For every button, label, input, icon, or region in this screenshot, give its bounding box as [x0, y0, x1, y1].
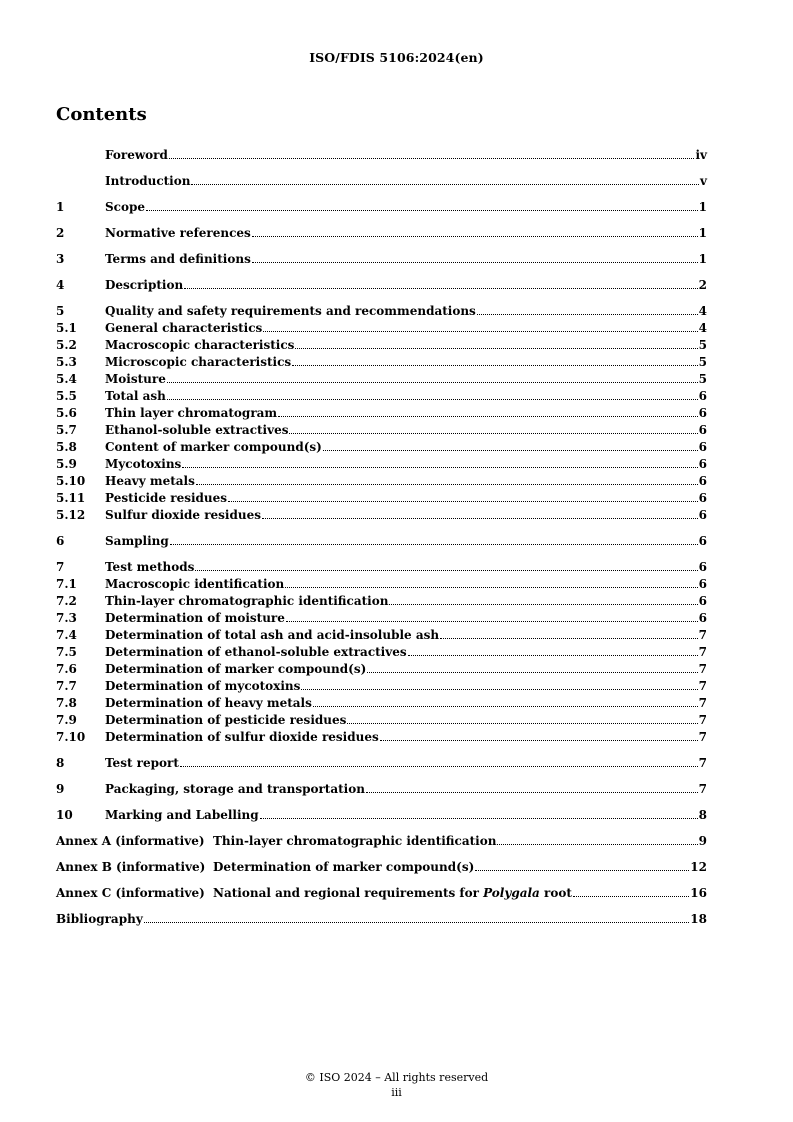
toc-dot-leader [380, 740, 698, 741]
toc-entry-page: 6 [698, 457, 707, 471]
toc-entry-page: 9 [698, 834, 707, 848]
toc-entry[interactable] [56, 490, 707, 507]
toc-entry-title: Macroscopic characteristics [105, 338, 295, 352]
toc-entry[interactable] [56, 712, 707, 729]
toc-entry[interactable] [56, 225, 707, 242]
annex-label: Annex B (informative) [56, 860, 206, 874]
toc-entry-page: 7 [698, 662, 707, 676]
toc-entry-number: 5.8 [56, 440, 77, 454]
toc-entry-page: 6 [698, 474, 707, 488]
toc-entry[interactable] [56, 729, 707, 746]
toc-entry-title: General characteristics [105, 321, 263, 335]
toc-entry-title: Sulfur dioxide residues [105, 508, 261, 522]
toc-entry-title: Foreword [105, 148, 168, 162]
toc-entry-page: 6 [698, 594, 707, 608]
toc-dot-leader [477, 314, 698, 315]
toc-entry[interactable] [56, 354, 707, 371]
toc-dot-leader [260, 818, 698, 819]
toc-entry-title: Marking and Labelling [105, 808, 259, 822]
toc-entry-title: Bibliography [56, 912, 143, 926]
toc-dot-leader [313, 706, 698, 707]
toc-entry-title: Packaging, storage and transportation [105, 782, 365, 796]
toc-entry-title: Terms and definitions [105, 252, 251, 266]
toc-dot-leader [440, 638, 698, 639]
toc-entry-title: Macroscopic identification [105, 577, 285, 591]
page-number: iii [391, 1086, 402, 1099]
toc-entry-page: 4 [698, 304, 707, 318]
toc-entry-number: 5.4 [56, 372, 77, 386]
toc-entry-page: iv [695, 148, 707, 162]
toc-entry-page: 7 [698, 713, 707, 727]
toc-dot-leader [366, 792, 698, 793]
toc-dot-leader [146, 210, 698, 211]
toc-entry-number: 10 [56, 808, 73, 822]
toc-dot-leader [184, 288, 697, 289]
toc-entry-page: 5 [698, 355, 707, 369]
page-footer [0, 1070, 793, 1100]
toc-entry-page: 7 [698, 679, 707, 693]
toc-entry-number: 8 [56, 756, 65, 770]
toc-dot-leader [191, 184, 699, 185]
toc-entry-number: 5.5 [56, 389, 77, 403]
toc-entry[interactable] [56, 661, 707, 678]
toc-entry-title: Sampling [105, 534, 169, 548]
annex-title-text: National and regional requirements for [213, 886, 484, 900]
toc-entry-page: 1 [698, 252, 707, 266]
toc-annex-entry[interactable] [56, 885, 707, 902]
annex-label: Annex A (informative) [56, 834, 205, 848]
toc-dot-leader [252, 236, 698, 237]
toc-entry-page: v [700, 174, 707, 188]
toc-entry-page: 6 [698, 491, 707, 505]
toc-entry-number: 5 [56, 304, 65, 318]
toc-entry[interactable] [56, 251, 707, 268]
annex-title-text: Thin-layer chromatographic identification [213, 834, 497, 848]
toc-dot-leader [144, 922, 690, 923]
toc-entry-number: 5.3 [56, 355, 77, 369]
toc-entry[interactable] [56, 610, 707, 627]
toc-entry-page: 7 [698, 645, 707, 659]
annex-title-text: Determination of marker compound(s) [213, 860, 475, 874]
toc-entry[interactable] [56, 755, 707, 772]
toc-entry-page: 7 [698, 756, 707, 770]
toc-entry[interactable] [56, 277, 707, 294]
toc-entry-title: Mycotoxins [105, 457, 182, 471]
toc-annex-title [56, 859, 474, 876]
toc-entry-page: 7 [698, 628, 707, 642]
toc-entry[interactable] [56, 199, 707, 216]
toc-dot-leader [408, 655, 698, 656]
toc-dot-leader [195, 570, 697, 571]
toc-entry-page: 2 [698, 278, 707, 292]
toc-entry-number: 5.6 [56, 406, 77, 420]
annex-label: Annex C (informative) [56, 886, 205, 900]
toc-entry-title: Scope [105, 200, 146, 214]
toc-entry-page: 18 [690, 912, 707, 926]
toc-dot-leader [169, 158, 695, 159]
toc-entry[interactable] [56, 147, 707, 164]
toc-annex-entry[interactable] [56, 833, 707, 850]
toc-entry-number: 6 [56, 534, 65, 548]
toc-dot-leader [286, 621, 698, 622]
toc-dot-leader [167, 382, 698, 383]
toc-entry-number: 5.7 [56, 423, 77, 437]
contents-title: Contents [56, 104, 147, 125]
toc-entry-page: 6 [698, 611, 707, 625]
toc-entry-title: Determination of pesticide residues [105, 713, 347, 727]
toc-entry-title: Description [105, 278, 184, 292]
toc-entry[interactable] [56, 593, 707, 610]
toc-entry-page: 6 [698, 508, 707, 522]
toc-entry-number: 5.12 [56, 508, 86, 522]
toc-entry-number: 5.2 [56, 338, 77, 352]
toc-dot-leader [167, 399, 698, 400]
toc-dot-leader [347, 723, 697, 724]
toc-dot-leader [573, 896, 689, 897]
toc-dot-leader [278, 416, 698, 417]
toc-dot-leader [285, 587, 697, 588]
toc-dot-leader [323, 450, 698, 451]
toc-entry-page: 5 [698, 372, 707, 386]
toc-entry-page: 5 [698, 338, 707, 352]
toc-entry[interactable] [56, 320, 707, 337]
toc-entry-number: 1 [56, 200, 65, 214]
toc-entry[interactable] [56, 371, 707, 388]
toc-entry-page: 6 [698, 423, 707, 437]
toc-dot-leader [289, 433, 697, 434]
toc-entry[interactable] [56, 559, 707, 576]
toc-annex-title [56, 833, 496, 850]
annex-title-suffix: root [539, 886, 572, 900]
toc-entry-page: 7 [698, 730, 707, 744]
toc-dot-leader [497, 844, 697, 845]
toc-entry-title: Quality and safety requirements and recommendations [105, 304, 476, 318]
toc-entry[interactable] [56, 533, 707, 550]
toc-entry-number: 7.7 [56, 679, 77, 693]
toc-dot-leader [228, 501, 698, 502]
toc-entry[interactable] [56, 405, 707, 422]
toc-entry[interactable] [56, 627, 707, 644]
toc-entry-page: 4 [698, 321, 707, 335]
toc-entry[interactable] [56, 439, 707, 456]
toc-entry-title: Determination of mycotoxins [105, 679, 301, 693]
toc-entry-number: 7.8 [56, 696, 77, 710]
toc-entry-title: Content of marker compound(s) [105, 440, 322, 454]
toc-dot-leader [170, 544, 698, 545]
toc-entry[interactable] [56, 422, 707, 439]
toc-entry-number: 5.11 [56, 491, 86, 505]
toc-entry-page: 6 [698, 389, 707, 403]
toc-entry-title: Microscopic characteristics [105, 355, 292, 369]
toc-entry-page: 7 [698, 696, 707, 710]
toc-entry-title: Determination of sulfur dioxide residues [105, 730, 379, 744]
toc-entry-title: Total ash [105, 389, 166, 403]
toc-entry-number: 7 [56, 560, 65, 574]
toc-entry[interactable] [56, 456, 707, 473]
toc-entry[interactable] [56, 173, 707, 190]
toc-dot-leader [263, 331, 697, 332]
toc-entry-page: 1 [698, 200, 707, 214]
toc-dot-leader [292, 365, 697, 366]
toc-dot-leader [367, 672, 697, 673]
toc-entry-number: 7.2 [56, 594, 77, 608]
toc-entry[interactable] [56, 388, 707, 405]
toc-entry-title: Heavy metals [105, 474, 195, 488]
toc-entry-page: 6 [698, 440, 707, 454]
toc-entry-number: 7.5 [56, 645, 77, 659]
toc-entry-title: Moisture [105, 372, 166, 386]
toc-entry-number: 5.1 [56, 321, 77, 335]
toc-entry-page: 1 [698, 226, 707, 240]
toc-entry-number: 9 [56, 782, 65, 796]
toc-entry-title: Determination of marker compound(s) [105, 662, 367, 676]
toc-annex-entry[interactable] [56, 859, 707, 876]
toc-dot-leader [295, 348, 697, 349]
toc-entry-title: Determination of total ash and acid-insoluble ash [105, 628, 440, 642]
toc-entry[interactable] [56, 303, 707, 320]
toc-entry-number: 2 [56, 226, 65, 240]
toc-entry-number: 7.9 [56, 713, 77, 727]
toc-entry-title: Test report [105, 756, 179, 770]
toc-dot-leader [301, 689, 697, 690]
toc-entry-number: 3 [56, 252, 65, 266]
toc-dot-leader [475, 870, 689, 871]
toc-entry-page: 6 [698, 534, 707, 548]
toc-entry-page: 6 [698, 577, 707, 591]
annex-title-italic: Polygala [483, 886, 540, 900]
toc-entry-page: 6 [698, 406, 707, 420]
toc-entry-title: Thin layer chromatogram [105, 406, 278, 420]
toc-entry[interactable] [56, 473, 707, 490]
toc-entry-number: 5.9 [56, 457, 77, 471]
toc-entry-title: Determination of ethanol-soluble extractives [105, 645, 407, 659]
toc-entry-number: 5.10 [56, 474, 86, 488]
toc-entry-page: 8 [698, 808, 707, 822]
toc-entry[interactable] [56, 807, 707, 824]
toc-entry[interactable] [56, 781, 707, 798]
toc-entry-title: Pesticide residues [105, 491, 228, 505]
toc-entry-page: 16 [690, 886, 707, 900]
toc-entry-page: 12 [690, 860, 707, 874]
toc-dot-leader [196, 484, 698, 485]
toc-dot-leader [262, 518, 698, 519]
toc-dot-leader [389, 604, 697, 605]
toc-bibliography-entry[interactable] [56, 911, 707, 928]
document-id-header: ISO/FDIS 5106:2024(en) [309, 50, 484, 65]
toc-entry-title: Determination of moisture [105, 611, 285, 625]
toc-dot-leader [252, 262, 698, 263]
toc-dot-leader [182, 467, 697, 468]
toc-entry-number: 7.6 [56, 662, 77, 676]
toc-entry-title: Test methods [105, 560, 195, 574]
toc-entry[interactable] [56, 337, 707, 354]
toc-entry-title: Normative references [105, 226, 251, 240]
toc-entry[interactable] [56, 678, 707, 695]
toc-entry[interactable] [56, 644, 707, 661]
toc-annex-title [56, 885, 572, 902]
toc-entry-page: 7 [698, 782, 707, 796]
toc-entry-number: 7.3 [56, 611, 77, 625]
toc-entry[interactable] [56, 695, 707, 712]
toc-entry-number: 7.1 [56, 577, 77, 591]
toc-entry-title: Thin-layer chromatographic identification [105, 594, 389, 608]
table-of-contents [56, 147, 707, 928]
copyright-notice: © ISO 2024 – All rights reserved [304, 1071, 489, 1084]
toc-entry-number: 4 [56, 278, 65, 292]
toc-entry[interactable] [56, 576, 707, 593]
toc-entry-title: Ethanol-soluble extractives [105, 423, 289, 437]
toc-entry[interactable] [56, 507, 707, 524]
toc-entry-title: Introduction [105, 174, 191, 188]
toc-entry-page: 6 [698, 560, 707, 574]
toc-entry-title: Determination of heavy metals [105, 696, 312, 710]
toc-dot-leader [180, 766, 698, 767]
toc-entry-number: 7.4 [56, 628, 77, 642]
toc-entry-number: 7.10 [56, 730, 86, 744]
